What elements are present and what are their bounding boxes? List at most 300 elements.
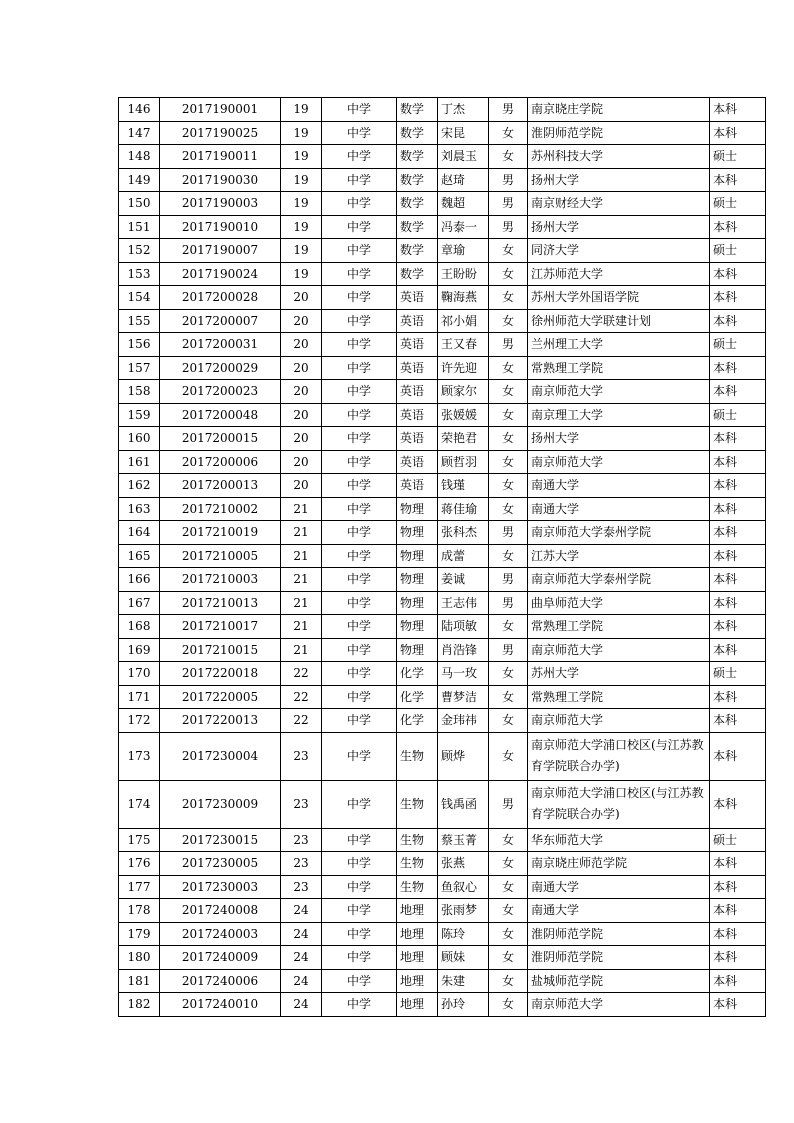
gender-cell: 女 (489, 380, 528, 404)
post-code-cell: 20 (281, 356, 322, 380)
degree-cell: 本科 (710, 638, 766, 662)
school-level-cell: 中学 (322, 474, 397, 498)
row-number-cell: 180 (119, 946, 160, 970)
post-code-cell: 22 (281, 709, 322, 733)
exam-id-cell: 2017220018 (160, 662, 281, 686)
school-level-cell: 中学 (322, 899, 397, 923)
post-code-cell: 21 (281, 615, 322, 639)
table-row (119, 685, 766, 709)
school-level-cell: 中学 (322, 922, 397, 946)
gender-cell: 女 (489, 875, 528, 899)
post-code-cell: 24 (281, 946, 322, 970)
row-number-cell: 178 (119, 899, 160, 923)
university-cell: 徐州师范大学联建计划 (528, 309, 710, 333)
table-row (119, 450, 766, 474)
degree-cell: 本科 (710, 993, 766, 1017)
candidate-name-cell: 钱禹函 (438, 780, 489, 828)
post-code-cell: 21 (281, 497, 322, 521)
subject-cell: 英语 (397, 286, 438, 310)
gender-cell: 女 (489, 615, 528, 639)
degree-cell: 硕士 (710, 192, 766, 216)
post-code-cell: 24 (281, 993, 322, 1017)
subject-cell: 地理 (397, 946, 438, 970)
post-code-cell: 19 (281, 262, 322, 286)
university-cell: 南京晓庄师范学院 (528, 852, 710, 876)
post-code-cell: 19 (281, 239, 322, 263)
exam-id-cell: 2017200013 (160, 474, 281, 498)
post-code-cell: 24 (281, 899, 322, 923)
subject-cell: 物理 (397, 591, 438, 615)
gender-cell: 男 (489, 638, 528, 662)
candidate-name-cell: 祁小娟 (438, 309, 489, 333)
gender-cell: 女 (489, 262, 528, 286)
subject-cell: 英语 (397, 450, 438, 474)
gender-cell: 女 (489, 732, 528, 780)
university-cell: 华东师范大学 (528, 828, 710, 852)
gender-cell: 男 (489, 521, 528, 545)
degree-cell: 硕士 (710, 333, 766, 357)
candidate-name-cell: 丁杰 (438, 98, 489, 122)
table-row (119, 875, 766, 899)
gender-cell: 男 (489, 215, 528, 239)
row-number-cell: 179 (119, 922, 160, 946)
degree-cell: 本科 (710, 450, 766, 474)
table-row (119, 215, 766, 239)
degree-cell: 本科 (710, 709, 766, 733)
degree-cell: 本科 (710, 899, 766, 923)
gender-cell: 女 (489, 899, 528, 923)
school-level-cell: 中学 (322, 828, 397, 852)
exam-id-cell: 2017200048 (160, 403, 281, 427)
table-row (119, 121, 766, 145)
row-number-cell: 153 (119, 262, 160, 286)
school-level-cell: 中学 (322, 215, 397, 239)
post-code-cell: 24 (281, 969, 322, 993)
post-code-cell: 20 (281, 380, 322, 404)
table-row (119, 638, 766, 662)
post-code-cell: 19 (281, 192, 322, 216)
subject-cell: 生物 (397, 852, 438, 876)
candidate-name-cell: 张雨梦 (438, 899, 489, 923)
exam-id-cell: 2017230015 (160, 828, 281, 852)
subject-cell: 化学 (397, 685, 438, 709)
table-row (119, 239, 766, 263)
exam-id-cell: 2017240010 (160, 993, 281, 1017)
subject-cell: 数学 (397, 168, 438, 192)
degree-cell: 本科 (710, 969, 766, 993)
post-code-cell: 22 (281, 685, 322, 709)
degree-cell: 本科 (710, 780, 766, 828)
school-level-cell: 中学 (322, 662, 397, 686)
exam-id-cell: 2017230004 (160, 732, 281, 780)
university-cell: 南通大学 (528, 875, 710, 899)
row-number-cell: 151 (119, 215, 160, 239)
exam-id-cell: 2017210003 (160, 568, 281, 592)
subject-cell: 化学 (397, 662, 438, 686)
candidate-name-cell: 陈玲 (438, 922, 489, 946)
school-level-cell: 中学 (322, 403, 397, 427)
gender-cell: 女 (489, 544, 528, 568)
candidate-name-cell: 刘晨玉 (438, 145, 489, 169)
exam-id-cell: 2017200006 (160, 450, 281, 474)
table-row (119, 333, 766, 357)
degree-cell: 本科 (710, 732, 766, 780)
candidate-name-cell: 张燕 (438, 852, 489, 876)
post-code-cell: 21 (281, 521, 322, 545)
exam-id-cell: 2017200031 (160, 333, 281, 357)
row-number-cell: 150 (119, 192, 160, 216)
school-level-cell: 中学 (322, 286, 397, 310)
gender-cell: 男 (489, 192, 528, 216)
degree-cell: 本科 (710, 121, 766, 145)
post-code-cell: 19 (281, 168, 322, 192)
row-number-cell: 155 (119, 309, 160, 333)
table-row (119, 286, 766, 310)
post-code-cell: 20 (281, 474, 322, 498)
degree-cell: 本科 (710, 685, 766, 709)
row-number-cell: 167 (119, 591, 160, 615)
degree-cell: 本科 (710, 309, 766, 333)
table-row (119, 356, 766, 380)
candidate-name-cell: 朱建 (438, 969, 489, 993)
gender-cell: 男 (489, 333, 528, 357)
degree-cell: 本科 (710, 356, 766, 380)
candidate-name-cell: 蒋佳瑜 (438, 497, 489, 521)
university-cell: 苏州科技大学 (528, 145, 710, 169)
degree-cell: 硕士 (710, 145, 766, 169)
candidate-name-cell: 冯泰一 (438, 215, 489, 239)
gender-cell: 男 (489, 780, 528, 828)
gender-cell: 女 (489, 239, 528, 263)
table-row (119, 969, 766, 993)
post-code-cell: 20 (281, 450, 322, 474)
table-row (119, 709, 766, 733)
exam-id-cell: 2017190030 (160, 168, 281, 192)
candidate-name-cell: 曹梦洁 (438, 685, 489, 709)
candidate-name-cell: 姜诚 (438, 568, 489, 592)
candidate-name-cell: 陆项敏 (438, 615, 489, 639)
school-level-cell: 中学 (322, 946, 397, 970)
table-row (119, 380, 766, 404)
exam-id-cell: 2017230003 (160, 875, 281, 899)
candidate-table (118, 97, 766, 1017)
gender-cell: 女 (489, 309, 528, 333)
university-cell: 南通大学 (528, 497, 710, 521)
exam-id-cell: 2017210015 (160, 638, 281, 662)
gender-cell: 女 (489, 121, 528, 145)
university-cell: 南京师范大学 (528, 450, 710, 474)
row-number-cell: 163 (119, 497, 160, 521)
school-level-cell: 中学 (322, 709, 397, 733)
university-cell: 南京师范大学 (528, 380, 710, 404)
table-row (119, 309, 766, 333)
row-number-cell: 160 (119, 427, 160, 451)
degree-cell: 本科 (710, 852, 766, 876)
school-level-cell: 中学 (322, 121, 397, 145)
university-cell: 扬州大学 (528, 215, 710, 239)
table-row (119, 403, 766, 427)
exam-id-cell: 2017190010 (160, 215, 281, 239)
exam-id-cell: 2017190025 (160, 121, 281, 145)
post-code-cell: 23 (281, 780, 322, 828)
table-row (119, 568, 766, 592)
exam-id-cell: 2017210019 (160, 521, 281, 545)
row-number-cell: 166 (119, 568, 160, 592)
exam-id-cell: 2017200023 (160, 380, 281, 404)
candidate-name-cell: 肖浩锋 (438, 638, 489, 662)
degree-cell: 本科 (710, 215, 766, 239)
degree-cell: 本科 (710, 474, 766, 498)
table-row (119, 591, 766, 615)
row-number-cell: 182 (119, 993, 160, 1017)
subject-cell: 物理 (397, 497, 438, 521)
gender-cell: 女 (489, 427, 528, 451)
subject-cell: 生物 (397, 828, 438, 852)
subject-cell: 英语 (397, 427, 438, 451)
post-code-cell: 21 (281, 591, 322, 615)
degree-cell: 硕士 (710, 239, 766, 263)
post-code-cell: 19 (281, 145, 322, 169)
table-row (119, 145, 766, 169)
exam-id-cell: 2017220013 (160, 709, 281, 733)
row-number-cell: 154 (119, 286, 160, 310)
degree-cell: 本科 (710, 568, 766, 592)
exam-id-cell: 2017200007 (160, 309, 281, 333)
post-code-cell: 20 (281, 427, 322, 451)
university-cell: 南京理工大学 (528, 403, 710, 427)
university-cell: 曲阜师范大学 (528, 591, 710, 615)
post-code-cell: 21 (281, 638, 322, 662)
degree-cell: 本科 (710, 380, 766, 404)
candidate-name-cell: 章瑜 (438, 239, 489, 263)
gender-cell: 女 (489, 922, 528, 946)
degree-cell: 硕士 (710, 662, 766, 686)
school-level-cell: 中学 (322, 852, 397, 876)
post-code-cell: 19 (281, 121, 322, 145)
candidate-name-cell: 魏超 (438, 192, 489, 216)
gender-cell: 女 (489, 709, 528, 733)
school-level-cell: 中学 (322, 497, 397, 521)
candidate-name-cell: 蔡玉菁 (438, 828, 489, 852)
subject-cell: 物理 (397, 638, 438, 662)
subject-cell: 英语 (397, 333, 438, 357)
subject-cell: 生物 (397, 780, 438, 828)
university-cell: 南京晓庄学院 (528, 98, 710, 122)
row-number-cell: 161 (119, 450, 160, 474)
degree-cell: 本科 (710, 946, 766, 970)
gender-cell: 男 (489, 98, 528, 122)
post-code-cell: 20 (281, 403, 322, 427)
degree-cell: 本科 (710, 544, 766, 568)
candidate-name-cell: 鞠海燕 (438, 286, 489, 310)
subject-cell: 地理 (397, 969, 438, 993)
exam-id-cell: 2017210002 (160, 497, 281, 521)
candidate-name-cell: 王又春 (438, 333, 489, 357)
post-code-cell: 19 (281, 215, 322, 239)
university-cell: 南京师范大学泰州学院 (528, 568, 710, 592)
row-number-cell: 162 (119, 474, 160, 498)
table-row (119, 899, 766, 923)
subject-cell: 化学 (397, 709, 438, 733)
table-row (119, 852, 766, 876)
row-number-cell: 157 (119, 356, 160, 380)
school-level-cell: 中学 (322, 309, 397, 333)
gender-cell: 女 (489, 946, 528, 970)
candidate-name-cell: 鱼叙心 (438, 875, 489, 899)
candidate-name-cell: 荣艳君 (438, 427, 489, 451)
subject-cell: 物理 (397, 615, 438, 639)
gender-cell: 女 (489, 662, 528, 686)
subject-cell: 地理 (397, 993, 438, 1017)
candidate-name-cell: 张科杰 (438, 521, 489, 545)
gender-cell: 女 (489, 474, 528, 498)
candidate-name-cell: 赵琦 (438, 168, 489, 192)
school-level-cell: 中学 (322, 875, 397, 899)
exam-id-cell: 2017210017 (160, 615, 281, 639)
table-row (119, 98, 766, 122)
school-level-cell: 中学 (322, 521, 397, 545)
gender-cell: 女 (489, 403, 528, 427)
exam-id-cell: 2017210005 (160, 544, 281, 568)
subject-cell: 数学 (397, 121, 438, 145)
subject-cell: 地理 (397, 922, 438, 946)
subject-cell: 生物 (397, 875, 438, 899)
exam-id-cell: 2017190001 (160, 98, 281, 122)
degree-cell: 本科 (710, 875, 766, 899)
university-cell: 南通大学 (528, 899, 710, 923)
gender-cell: 男 (489, 591, 528, 615)
gender-cell: 女 (489, 969, 528, 993)
post-code-cell: 23 (281, 828, 322, 852)
school-level-cell: 中学 (322, 427, 397, 451)
row-number-cell: 146 (119, 98, 160, 122)
school-level-cell: 中学 (322, 969, 397, 993)
candidate-name-cell: 宋昆 (438, 121, 489, 145)
row-number-cell: 169 (119, 638, 160, 662)
degree-cell: 本科 (710, 615, 766, 639)
table-row (119, 946, 766, 970)
subject-cell: 数学 (397, 262, 438, 286)
university-cell: 南京师范大学 (528, 709, 710, 733)
row-number-cell: 164 (119, 521, 160, 545)
school-level-cell: 中学 (322, 356, 397, 380)
candidate-name-cell: 顾家尔 (438, 380, 489, 404)
degree-cell: 本科 (710, 427, 766, 451)
university-cell: 扬州大学 (528, 168, 710, 192)
row-number-cell: 175 (119, 828, 160, 852)
school-level-cell: 中学 (322, 380, 397, 404)
exam-id-cell: 2017240003 (160, 922, 281, 946)
school-level-cell: 中学 (322, 568, 397, 592)
degree-cell: 本科 (710, 922, 766, 946)
candidate-name-cell: 王盼盼 (438, 262, 489, 286)
subject-cell: 数学 (397, 98, 438, 122)
school-level-cell: 中学 (322, 168, 397, 192)
candidate-name-cell: 顾烨 (438, 732, 489, 780)
row-number-cell: 170 (119, 662, 160, 686)
table-row (119, 427, 766, 451)
university-cell: 南京师范大学浦口校区(与江苏教育学院联合办学) (528, 780, 710, 828)
school-level-cell: 中学 (322, 262, 397, 286)
university-cell: 兰州理工大学 (528, 333, 710, 357)
exam-id-cell: 2017200015 (160, 427, 281, 451)
degree-cell: 硕士 (710, 403, 766, 427)
row-number-cell: 152 (119, 239, 160, 263)
table-row (119, 168, 766, 192)
school-level-cell: 中学 (322, 993, 397, 1017)
subject-cell: 数学 (397, 145, 438, 169)
row-number-cell: 159 (119, 403, 160, 427)
table-row (119, 993, 766, 1017)
candidate-name-cell: 钱瑾 (438, 474, 489, 498)
subject-cell: 数学 (397, 239, 438, 263)
exam-id-cell: 2017190003 (160, 192, 281, 216)
school-level-cell: 中学 (322, 192, 397, 216)
subject-cell: 地理 (397, 899, 438, 923)
subject-cell: 数学 (397, 192, 438, 216)
table-row (119, 544, 766, 568)
university-cell: 江苏师范大学 (528, 262, 710, 286)
exam-id-cell: 2017240008 (160, 899, 281, 923)
post-code-cell: 20 (281, 333, 322, 357)
degree-cell: 本科 (710, 591, 766, 615)
row-number-cell: 173 (119, 732, 160, 780)
degree-cell: 本科 (710, 98, 766, 122)
exam-id-cell: 2017240009 (160, 946, 281, 970)
university-cell: 常熟理工学院 (528, 356, 710, 380)
gender-cell: 男 (489, 168, 528, 192)
exam-id-cell: 2017220005 (160, 685, 281, 709)
university-cell: 扬州大学 (528, 427, 710, 451)
exam-id-cell: 2017190011 (160, 145, 281, 169)
exam-id-cell: 2017230009 (160, 780, 281, 828)
gender-cell: 女 (489, 145, 528, 169)
candidate-name-cell: 王志伟 (438, 591, 489, 615)
table-body (119, 98, 766, 1017)
gender-cell: 女 (489, 852, 528, 876)
school-level-cell: 中学 (322, 145, 397, 169)
row-number-cell: 172 (119, 709, 160, 733)
school-level-cell: 中学 (322, 780, 397, 828)
row-number-cell: 165 (119, 544, 160, 568)
degree-cell: 本科 (710, 521, 766, 545)
school-level-cell: 中学 (322, 685, 397, 709)
university-cell: 南京师范大学浦口校区(与江苏教育学院联合办学) (528, 732, 710, 780)
row-number-cell: 176 (119, 852, 160, 876)
university-cell: 南通大学 (528, 474, 710, 498)
candidate-name-cell: 张媛媛 (438, 403, 489, 427)
university-cell: 淮阴师范学院 (528, 121, 710, 145)
table-row (119, 521, 766, 545)
university-cell: 同济大学 (528, 239, 710, 263)
row-number-cell: 177 (119, 875, 160, 899)
exam-id-cell: 2017200029 (160, 356, 281, 380)
post-code-cell: 22 (281, 662, 322, 686)
post-code-cell: 23 (281, 875, 322, 899)
post-code-cell: 19 (281, 98, 322, 122)
school-level-cell: 中学 (322, 333, 397, 357)
school-level-cell: 中学 (322, 732, 397, 780)
university-cell: 南京师范大学 (528, 993, 710, 1017)
row-number-cell: 168 (119, 615, 160, 639)
table-row (119, 732, 766, 780)
exam-id-cell: 2017210013 (160, 591, 281, 615)
post-code-cell: 20 (281, 309, 322, 333)
post-code-cell: 23 (281, 732, 322, 780)
table-row (119, 780, 766, 828)
degree-cell: 本科 (710, 286, 766, 310)
candidate-name-cell: 马一玫 (438, 662, 489, 686)
